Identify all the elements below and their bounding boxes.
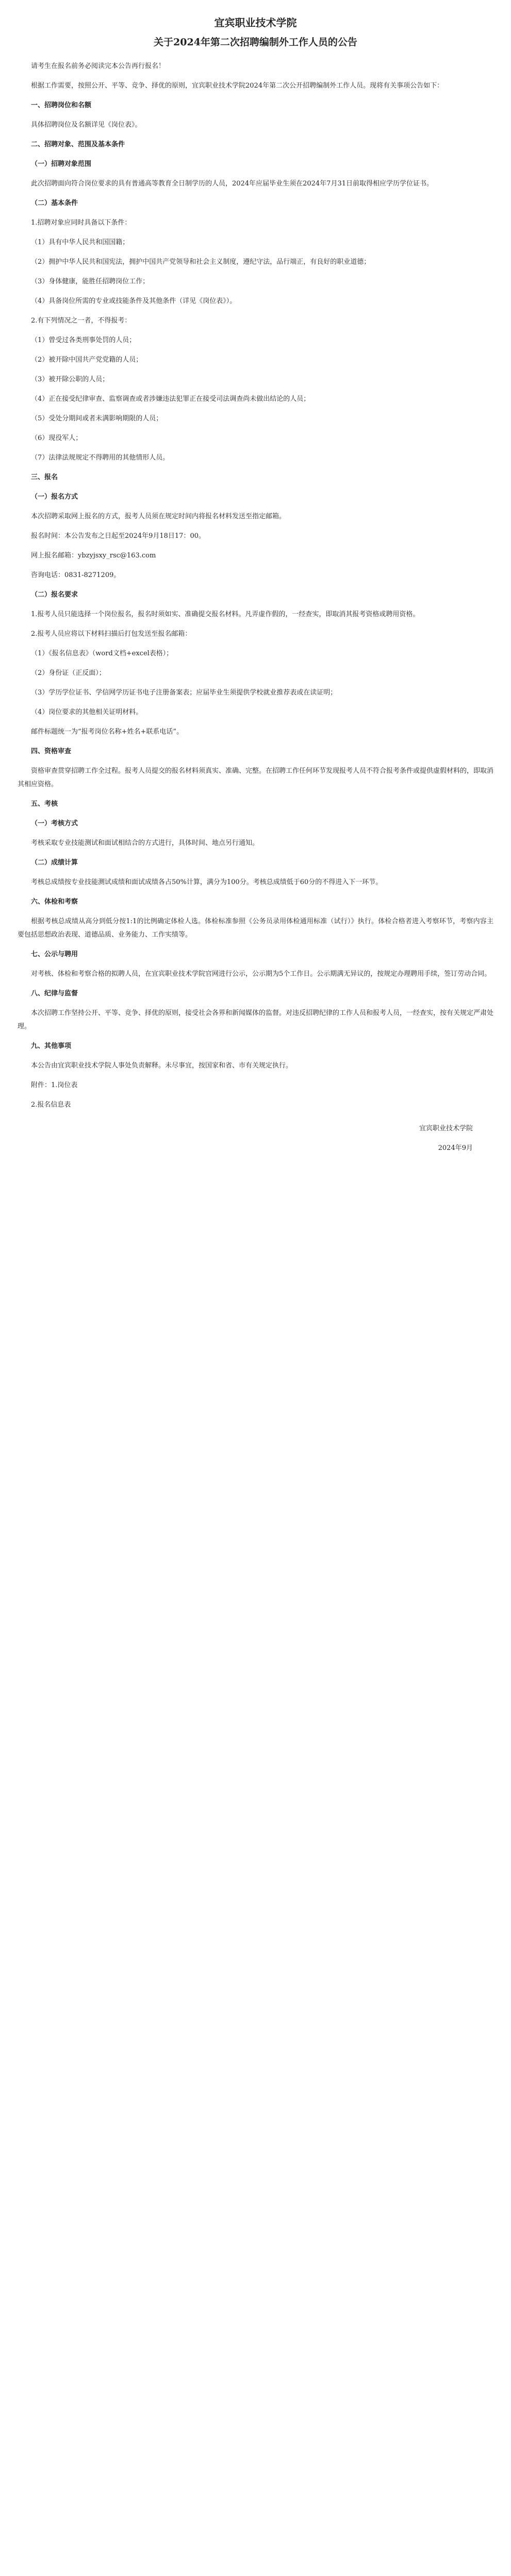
paragraph: 具体招聘岗位及名额详见《岗位表》。 — [31, 121, 142, 129]
paragraph: 四、资格审查 — [31, 748, 72, 755]
paragraph: （5）受处分期间或者未满影响期限的人员； — [31, 415, 163, 422]
paragraph: （2）拥护中华人民共和国宪法，拥护中国共产党领导和社会主义制度，遵纪守法，品行端正，有良好的职业道德； — [31, 258, 371, 266]
paragraph: 附件：1.岗位表 — [31, 1081, 78, 1089]
paragraph: （二）基本条件 — [31, 199, 78, 207]
paragraph: 本次招聘采取网上报名的方式，报考人员须在规定时间内将报名材料发送至指定邮箱。 — [31, 513, 286, 520]
paragraph: 此次招聘面向符合岗位要求的具有普通高等教育全日制学历的人员，2024年应届毕业生须在2024年7月31日前取得相应学历学位证书。 — [31, 180, 433, 188]
paragraph: 资格审查贯穿招聘工作全过程。报考人员提交的报名材料须真实、准确、完整。在招聘工作任何环节发现报考人员不符合报考条件或提供虚假材料的，即取消其相应资格。 — [18, 767, 494, 788]
signature-date: 2024年9月 — [438, 1144, 473, 1152]
paragraph: （2）身份证（正反面）； — [31, 669, 106, 677]
paragraph: 本公告由宜宾职业技术学院人事处负责解释。未尽事宜，按国家和省、市有关规定执行。 — [31, 1062, 293, 1070]
announcement-title: 关于2024年第二次招聘编制外工作人员的公告 — [154, 37, 357, 48]
paragraph: 邮件标题统一为“报考岗位名称+姓名+联系电话”。 — [31, 728, 184, 736]
paragraph: （3）身体健康，能胜任招聘岗位工作； — [31, 278, 150, 285]
paragraph: 一、招聘岗位和名额 — [31, 101, 92, 109]
paragraph: 六、体检和考察 — [31, 898, 78, 906]
paragraph: 2.有下列情况之一者，不得报考： — [31, 317, 131, 325]
paragraph: （一）招聘对象范围 — [31, 160, 92, 168]
paragraph: （4）具备岗位所需的专业或技能条件及其他条件（详见《岗位表》）。 — [31, 297, 237, 305]
paragraph: （7）法律法规规定不得聘用的其他情形人员。 — [31, 454, 170, 462]
paragraph: （4）岗位要求的其他相关证明材料。 — [31, 708, 143, 716]
paragraph: （二）成绩计算 — [31, 859, 78, 867]
paragraph: （4）正在接受纪律审查、监察调查或者涉嫌违法犯罪正在接受司法调查尚未做出结论的人员； — [31, 395, 310, 403]
paragraph: （一）考核方式 — [31, 820, 78, 827]
paragraph: 九、其他事项 — [31, 1042, 72, 1050]
school-name: 宜宾职业技术学院 — [214, 16, 297, 29]
paragraph: （2）被开除中国共产党党籍的人员； — [31, 356, 143, 364]
paragraph: （3）被开除公职的人员； — [31, 376, 109, 383]
paragraph: 考核采取专业技能测试和面试相结合的方式进行，具体时间、地点另行通知。 — [31, 839, 259, 847]
paragraph: 三、报名 — [31, 473, 58, 481]
paragraph: （3）学历学位证书、学信网学历证书电子注册备案表；应届毕业生须提供学校就业推荐表或在读证明； — [31, 689, 337, 697]
paragraph: （1）曾受过各类刑事处罚的人员； — [31, 336, 136, 344]
paragraph: （1）《报名信息表》（word文档+excel表格）； — [31, 650, 173, 657]
paragraph: 对考核、体检和考察合格的拟聘人员，在宜宾职业技术学院官网进行公示，公示期为5个工作日。公示期满无异议的，按规定办理聘用手续，签订劳动合同。 — [31, 970, 491, 978]
paragraph: 1.招聘对象应同时具备以下条件： — [31, 219, 131, 227]
paragraph: （一）报名方式 — [31, 493, 78, 501]
announcement-body — [18, 79, 493, 1112]
paragraph: 咨询电话：0831-8271209。 — [31, 571, 121, 579]
paragraph: 报名时间：本公告发布之日起至2024年9月18日17：00。 — [31, 532, 205, 540]
paragraph: 五、考核 — [31, 800, 58, 808]
paragraph: 二、招聘对象、范围及基本条件 — [31, 141, 125, 148]
paragraph: 本次招聘工作坚持公开、平等、竞争、择优的原则，接受社会各界和新闻媒体的监督。对违反招聘纪律的工作人员和报考人员，一经查实，按有关规定严肃处理。 — [18, 1009, 494, 1030]
paragraph: 根据考核总成绩从高分到低分按1:1的比例确定体检人选。体检标准参照《公务员录用体检通用标准（试行）》执行。体检合格者进入考察环节，考察内容主要包括思想政治表现、道德品质、业务能力、工作实绩等。 — [18, 918, 493, 939]
paragraph: 1.报考人员只能选择一个岗位报名，报名时须如实、准确提交报名材料。凡弄虚作假的，一经查实，即取消其报考资格或聘用资格。 — [31, 611, 420, 618]
paragraph: 八、纪律与监督 — [31, 990, 78, 997]
announcement-page — [0, 0, 511, 1197]
signature: 宜宾职业技术学院 — [419, 1125, 473, 1132]
paragraph: 2.报考人员应将以下材料扫描后打包发送至报名邮箱： — [31, 630, 192, 638]
paragraph: 2.报名信息表 — [31, 1101, 71, 1109]
intro-paragraph: 请考生在报名前务必阅读完本公告再行报名！ — [31, 62, 166, 70]
paragraph: 七、公示与聘用 — [31, 951, 78, 958]
paragraph: 根据工作需要，按照公开、平等、竞争、择优的原则，宜宾职业技术学院2024年第二次公开招聘编制外工作人员。现将有关事项公告如下： — [31, 82, 444, 90]
paragraph: 考核总成绩按专业技能测试成绩和面试成绩各占50%计算，满分为100分。考核总成绩低于60分的不得进入下一环节。 — [31, 878, 383, 886]
paragraph: （二）报名要求 — [31, 591, 78, 599]
paragraph: （1）具有中华人民共和国国籍； — [31, 239, 129, 246]
paragraph: 网上报名邮箱：ybzyjsxy_rsc@163.com — [31, 552, 156, 560]
paragraph: （6）现役军人； — [31, 434, 83, 442]
